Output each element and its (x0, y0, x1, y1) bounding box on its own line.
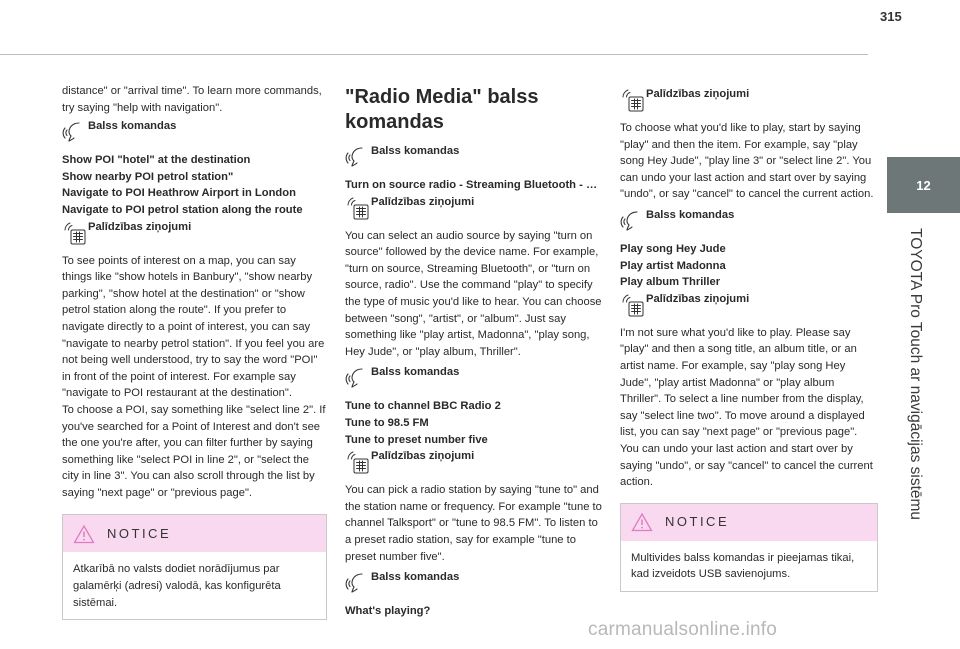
command-item: Show POI "hotel" at the destination (62, 154, 251, 167)
command-list (62, 152, 327, 218)
body-text: You can select an audio source by saying "turn on source" followed by the device name. For example, "turn on source, Streaming Bluetooth", or "turn on source, radio". Use the command "play" to specify the type of music you'd like to hear. You can choose between "song", "artist", or "album". Just say something like "play artist, Madonna", "play song, Hey Jude", or "play album, Thriller". (345, 229, 602, 358)
voice-commands-label: Balss komandas (620, 207, 878, 234)
help-messages-label: Palīdzības ziņojumi (62, 219, 327, 246)
notice-box (620, 503, 878, 592)
page-number: 315 (880, 9, 902, 24)
command-item: Play song Hey Jude (620, 242, 726, 255)
notice-text: Multivides balss komandas ir pieejamas tikai, kad izveidots USB savienojums. (631, 551, 855, 581)
voice-commands-label: Balss komandas (345, 364, 603, 391)
voice-commands-label: Balss komandas (345, 143, 603, 170)
side-title-text: TOYOTA Pro Touch ar navigācijas sistēmu (907, 228, 924, 521)
command-item: What's playing? (345, 605, 431, 618)
voice-command-icon (345, 570, 369, 596)
voice-command-icon (62, 119, 86, 145)
column-2 (345, 85, 603, 620)
system-message-icon (345, 195, 369, 221)
chapter-tab[interactable]: 12 (887, 157, 960, 213)
help-messages-label: Palīdzības ziņojumi (620, 291, 878, 318)
intro-text: distance" or "arrival time". To learn more commands, try saying "help with navigation". (62, 85, 322, 114)
voice-commands-label: Balss komandas (345, 569, 603, 596)
section-heading: "Radio Media" balss komandas (345, 86, 539, 133)
system-message-icon (345, 449, 369, 475)
body-text: To choose what you'd like to play, start by saying "play" and then the item. For example, say "play song Hey Jude", "play line 3" or "select line 2". You can undo your last action and start over by saying "undo", or say "cancel" to cancel the current action. (620, 122, 874, 201)
voice-command-icon (620, 208, 644, 234)
body-text: To see points of interest on a map, you can say things like "show hotels in Banbury", "show nearby parking", "show hotel at the destination" or "show petrol station along the route". If you prefer to navigate directly to a point of interest, you can say "navigate to nearby petrol station". If you feel you are not being well understood, try to say the word "POI" in front of the point of interest. For example say "navigate to POI restaurant at the destination". (62, 254, 325, 400)
notice-text: Atkarībā no valsts dodiet norādījumus par galamērķi (adresi) valodā, kas konfigurēta sistēmai. (73, 563, 281, 609)
body-text: To choose a POI, say something like "select line 2". If you've searched for a Point of Interest and don't see the one you're after, you can filter further by saying something like "select POI in line 2", or "select the city in line 3". You can also scroll through the list by saying "next page" or "previous page". (62, 403, 326, 499)
notice-title: NOTICE (107, 525, 172, 541)
command-item: Tune to preset number five (345, 433, 488, 446)
command-list (620, 241, 878, 291)
command-item: Navigate to POI Heathrow Airport in London (62, 187, 296, 200)
notice-box (62, 514, 327, 620)
help-messages-label: Palīdzības ziņojumi (620, 86, 878, 113)
voice-command-icon (345, 144, 369, 170)
system-message-icon (620, 87, 644, 113)
notice-header (63, 515, 326, 552)
voice-commands-label: Balss komandas (62, 118, 327, 145)
warning-triangle-icon (631, 512, 653, 532)
command-item: Tune to 98.5 FM (345, 416, 429, 429)
help-messages-label: Palīdzības ziņojumi (345, 194, 603, 221)
watermark: carmanualsonline.info (588, 619, 778, 640)
column-1 (62, 83, 327, 620)
header-rule (0, 54, 868, 55)
notice-title: NOTICE (665, 513, 730, 529)
command-item: Play album Thriller (620, 276, 721, 289)
command-item: Turn on source radio - Streaming Bluetooth - … (345, 179, 598, 191)
body-text: I'm not sure what you'd like to play. Please say "play" and then a song title, an album title, or an artist name. For example, say "play song Hey Jude", "play artist Madonna" or "play album Thriller". To select a line number from the display, say "select line two". To move around a displayed list, you can say "next page" or "previous page". You can undo your last action and start over by saying "undo", or say "cancel" to cancel the current action. (620, 326, 873, 489)
voice-command-icon (345, 365, 369, 391)
command-item: Tune to channel BBC Radio 2 (345, 400, 501, 413)
help-messages-label: Palīdzības ziņojumi (345, 448, 603, 475)
system-message-icon (620, 292, 644, 318)
body-text: You can pick a radio station by saying "tune to" and the station name or frequency. For example "tune to channel Talksport" or "tune to 98.5 FM". To listen to a preset radio station, say for example "tune to preset number five". (345, 484, 602, 563)
column-3 (620, 86, 878, 592)
notice-header (621, 504, 877, 541)
system-message-icon (62, 220, 86, 246)
command-item: Navigate to POI petrol station along the route (62, 203, 303, 216)
command-item: Show nearby POI petrol station" (62, 170, 234, 183)
command-list (345, 398, 603, 448)
command-item: Play artist Madonna (620, 259, 726, 272)
warning-triangle-icon (73, 524, 95, 544)
